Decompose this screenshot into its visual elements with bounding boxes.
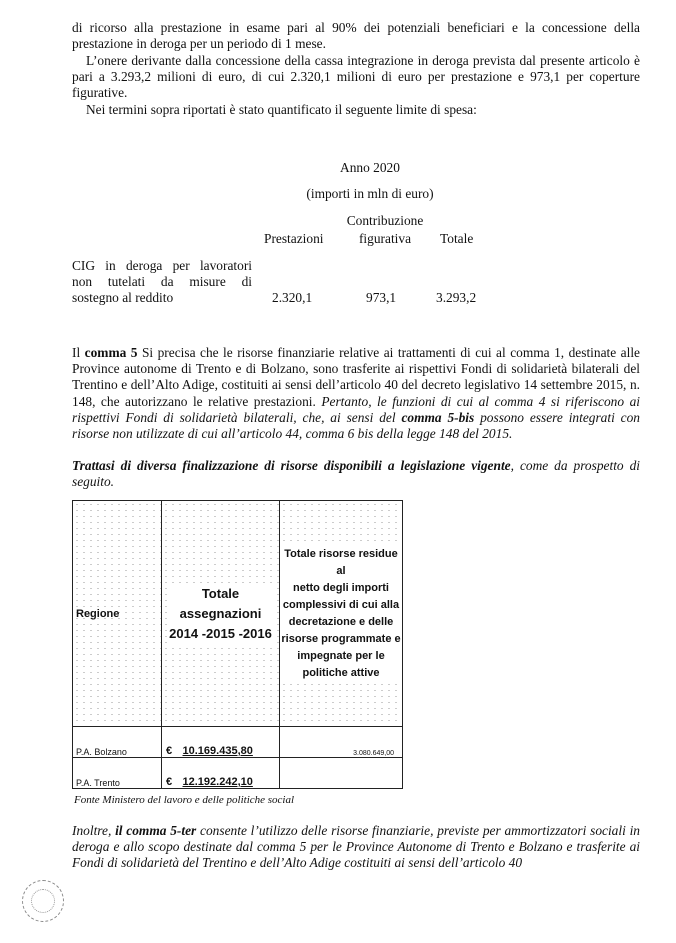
table-row (73, 758, 403, 789)
intro-paragraph-limit: Nei termini sopra riportati è stato quantificato il seguente limite di spesa: (86, 102, 477, 117)
cell-residue (280, 727, 403, 758)
euro-sign: € (166, 745, 173, 757)
residue-bolzano: 3.080.649,00 (353, 750, 394, 757)
comma5-paragraph (72, 345, 640, 442)
header-residue-line7: politiche attive (302, 666, 380, 679)
intro-paragraph-cost: L’onere derivante dalla concessione della cassa integrazione in deroga prevista dal presente articolo è pari a 3.293,2 milioni di euro, di cui 2.320,1 milioni di euro per prestazione e 973,1 per coperture figurative. (72, 53, 640, 101)
totale-trento: 12.192.242,10 (182, 776, 253, 788)
comma5-prefix: Il (72, 345, 85, 360)
comma5ter-text: consente l’utilizzo delle risorse finanziarie, previste per ammortizzatori sociali in deroga e allo scopo destinate dal comma 5 per le Province Autonome di Trento e Bolzano e trasferite ai Fondi di solidarietà del Trentino e dell’Alto Adige costituiti ai sensi dell’articolo 40 (72, 823, 640, 871)
col-contribuzione-line2: figurativa (358, 231, 412, 246)
header-risorse-residue (280, 501, 403, 727)
header-totale-assegnazioni (162, 501, 280, 727)
row-label-line2: non tutelati da misure di (72, 274, 252, 289)
trattasi-rest: , come da prospetto di seguito. (72, 458, 641, 490)
comma5-label: comma 5 (84, 345, 138, 360)
comma5-text: Si precisa che le risorse finanziarie relative ai trattamenti di cui al comma 1, destinate alle Province autonome di Trento e di Bolzano, sono trasferite ai rispettivi Fondi di solidarietà bilaterali del Trentino e dell’Alto Adige, costituiti ai sensi dell’articolo 40 del decreto legislativo 14 settembre 2015, n. 148, che autorizzano le relative prestazioni. (72, 345, 641, 409)
euro-sign: € (166, 776, 173, 788)
header-totale-label (169, 584, 272, 644)
cell-regione (73, 727, 162, 758)
table-header-row (73, 501, 403, 727)
header-totale-line1: Totale (201, 585, 240, 601)
table-row (73, 727, 403, 758)
table-unit: (importi in mln di euro) (306, 186, 434, 201)
header-residue-line4: decretazione e delle (288, 615, 394, 628)
resources-table (72, 500, 403, 789)
trattasi-bold: Trattasi di diversa finalizzazione di risorse disponibili a legislazione vigente (72, 458, 511, 473)
value-totale: 3.293,2 (436, 290, 477, 305)
value-contribuzione: 973,1 (366, 290, 397, 305)
header-totale-line2: assegnazioni (179, 605, 262, 621)
cell-totale (162, 758, 280, 789)
comma5ter-label: il comma 5-ter (115, 823, 197, 838)
comma5-italic-2: possono essere integrati con risorse non utilizzate di cui all’articolo 44, comma 6 bis della legge 148 del 2015. (72, 409, 641, 442)
row-label-line3: sostegno al reddito (72, 290, 174, 305)
comma5ter-prefix: Inoltre, (72, 823, 116, 838)
comma5ter-paragraph (72, 823, 640, 872)
header-residue-line3: complessivi di cui alla (282, 598, 400, 611)
regione-bolzano: P.A. Bolzano (76, 747, 127, 757)
table-year: Anno 2020 (340, 160, 400, 175)
col-totale: Totale (440, 231, 474, 246)
stamp-seal-icon (22, 880, 64, 922)
regione-trento: P.A. Trento (76, 778, 120, 788)
header-residue-line2: netto degli importi (293, 581, 389, 594)
col-contribuzione-line1: Contribuzione (346, 213, 424, 228)
table-source: Fonte Ministero del lavoro e delle politiche social (74, 794, 295, 806)
value-prestazioni: 2.320,1 (272, 290, 313, 305)
trattasi-paragraph (72, 458, 640, 490)
header-totale-line3: 2014 -2015 -2016 (169, 625, 272, 641)
totale-bolzano: 10.169.435,80 (182, 745, 253, 757)
cell-residue (280, 758, 403, 789)
col-prestazioni: Prestazioni (264, 231, 324, 246)
header-regione-label: Regione (76, 607, 120, 620)
header-residue-line1: Totale risorse residue al (284, 547, 398, 577)
header-residue-line6: impegnate per le (297, 649, 385, 662)
cell-totale (162, 727, 280, 758)
cell-regione (73, 758, 162, 789)
comma5-bis-label: comma 5-bis (401, 409, 475, 425)
header-residue-label (280, 546, 402, 682)
comma5-italic-1: Pertanto, le funzioni di cui al comma 4 si riferiscono ai rispettivi Fondi di solidarietà bilaterali, che, ai sensi del (72, 393, 640, 425)
header-regione (73, 501, 162, 727)
intro-line: di ricorso alla prestazione in esame pari al 90% dei potenziali beneficiari e la concessione della prestazione in deroga per un periodo di 1 mese. (72, 20, 640, 52)
row-label-line1: CIG in deroga per lavoratori (72, 258, 252, 273)
header-residue-line5: risorse programmate e (281, 632, 401, 645)
